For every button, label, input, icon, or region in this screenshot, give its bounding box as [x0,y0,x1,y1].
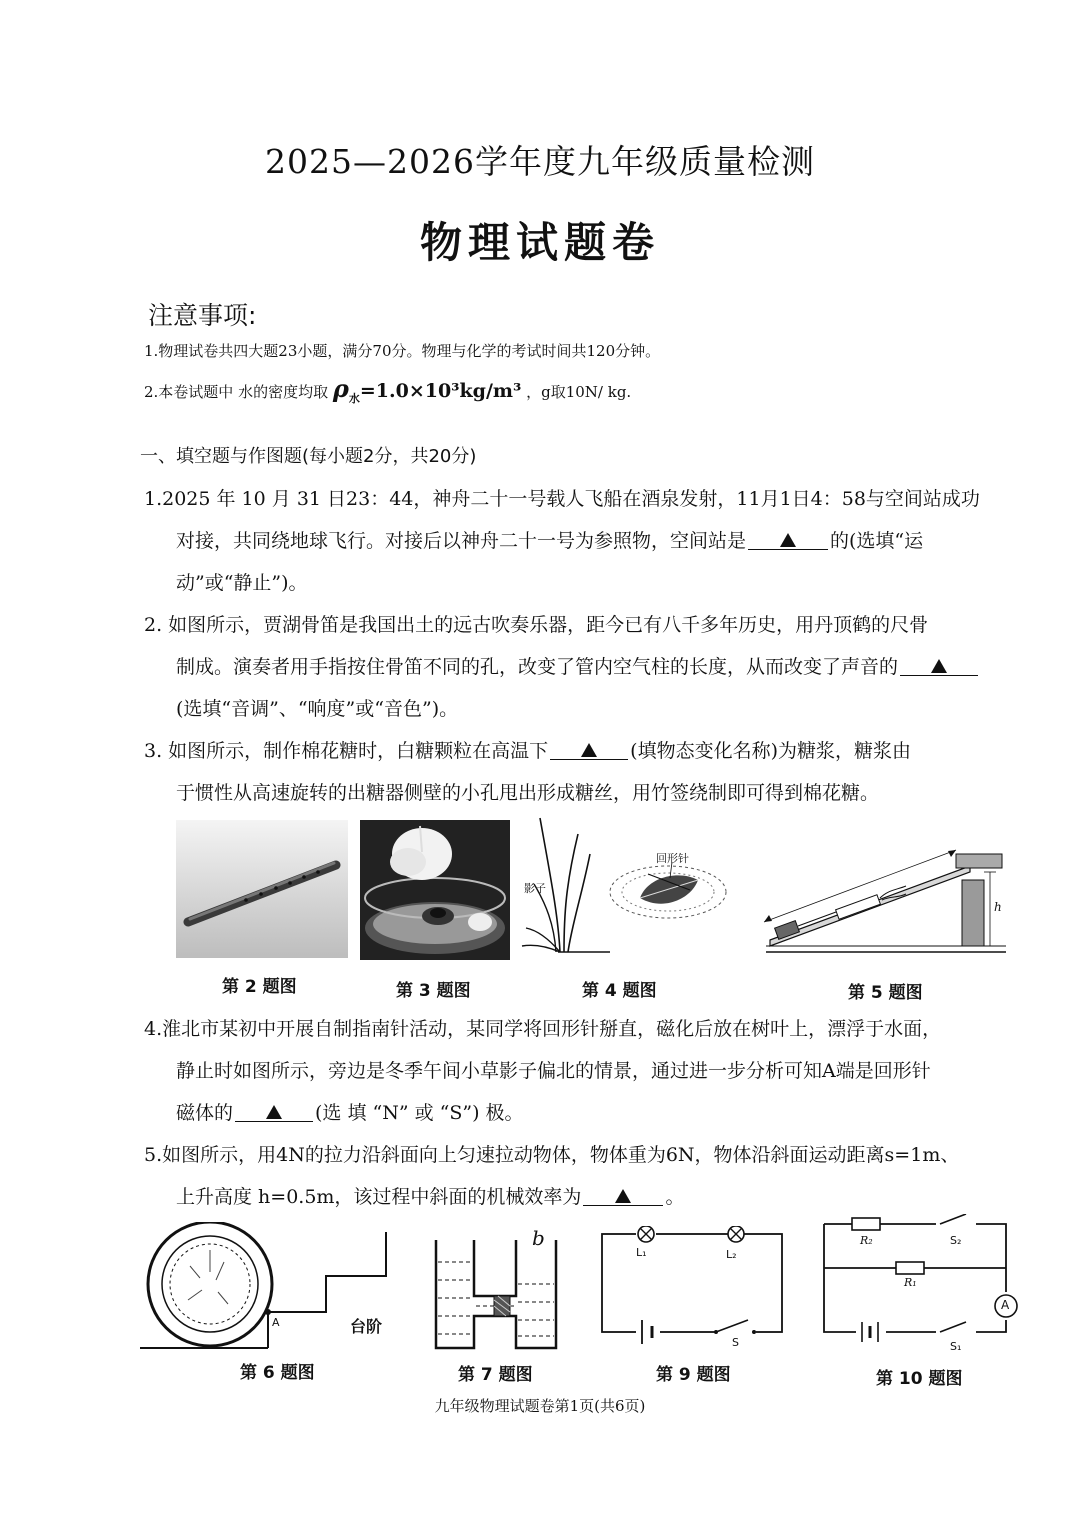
fig5-label-h: h [994,900,1002,914]
figure-2-caption: 第 2 题图 [222,977,297,997]
q2-line-3: (选填“音调”、“响度”或“音色”)。 [176,698,459,720]
q4-line-3 [176,1098,524,1125]
triangle-icon [581,743,597,757]
q3-line-2: 于惯性从高速旋转的出糖器侧壁的小孔甩出形成糖丝，用竹签绕制即可得到棉花糖。 [176,782,880,804]
notice-item-2-prefix: 2.本卷试题中 水的密度均取 [144,383,329,401]
q3-text-after: (填物态变化名称)为糖浆，糖浆由 [630,740,911,762]
triangle-icon [780,533,796,547]
q4-line-2: 静止时如图所示，旁边是冬季午间小草影子偏北的情景，通过进一步分析可知A端是回形针 [176,1060,931,1082]
figure-6-caption: 第 6 题图 [240,1363,315,1383]
notice-item-2 [144,374,631,406]
triangle-icon [266,1105,282,1119]
notice-item-2-suffix: ，g取10N/ kg. [526,383,632,401]
fig9-label-l1: L₁ [636,1246,647,1259]
q4-text: 磁体的 [176,1102,234,1124]
fig10-label-s2: S₂ [950,1234,962,1247]
q5-line-1: 5.如图所示，用4N的拉力沿斜面向上匀速拉动物体，物体重为6N，物体沿斜面运动距离s=1m、 [144,1144,960,1166]
triangle-icon [615,1189,631,1203]
fig6-label-a: A [272,1316,280,1329]
figure-9-caption: 第 9 题图 [656,1365,731,1385]
fig10-label-r1: R₁ [904,1276,917,1289]
figure-7-connected-vessels [432,1232,562,1354]
q1-line-1: 1.2025 年 10 月 31 日23：44，神舟二十一号载人飞船在酒泉发射，11月1日4：58与空间站成功 [144,488,980,510]
triangle-icon [931,659,947,673]
figure-5-inclined-plane [756,840,1012,964]
q5-answer-blank[interactable] [583,1189,663,1206]
rho-symbol: ρ [332,374,349,403]
q5-line-2 [176,1182,684,1209]
notice-item-1: 1.物理试卷共四大题23小题，满分70分。物理与化学的考试时间共120分钟。 [144,342,661,360]
q1-line-2 [176,526,923,553]
figure-5-caption: 第 5 题图 [848,983,923,1003]
q1-answer-blank[interactable] [748,533,828,550]
figure-4-grass-and-leaf [520,814,750,960]
fig9-label-l2: L₂ [726,1248,737,1261]
q2-answer-blank[interactable] [900,659,978,676]
fig4-label-shadow: 影子 [524,882,546,895]
figure-10-caption: 第 10 题图 [876,1369,963,1389]
exam-title: 2025—2026学年度九年级质量检测 [265,142,815,181]
q4-line-1: 4.淮北市某初中开展自制指南针活动，某同学将回形针掰直，磁化后放在树叶上，漂浮于水面， [144,1018,942,1040]
notice-heading: 注意事项: [148,301,257,330]
q4-answer-blank[interactable] [235,1105,313,1122]
fig10-ammeter-label: A [1001,1298,1010,1312]
figure-3-caption: 第 3 题图 [396,981,471,1001]
density-value: =1.0×10³kg/m³ [359,380,522,402]
figure-3-cotton-candy [360,820,510,960]
fig10-label-r2: R₂ [860,1234,873,1247]
q1-text: 对接，共同绕地球飞行。对接后以神舟二十一号为参照物，空间站是 [176,530,747,552]
figure-2-bone-flute [176,820,348,958]
figure-10-circuit [816,1214,1026,1348]
page-footer: 九年级物理试题卷第1页(共6页) [434,1397,646,1415]
q3-answer-blank[interactable] [550,743,628,760]
q2-line-1: 2. 如图所示，贾湖骨笛是我国出土的远古吹奏乐器，距今已有八千多年历史，用丹顶鹤的尺骨 [144,614,929,636]
q3-text: 3. 如图所示，制作棉花糖时，白糖颗粒在高温下 [144,740,549,762]
fig7-label-b: b [532,1226,545,1250]
q2-text: 制成。演奏者用手指按住骨笛不同的孔，改变了管内空气柱的长度，从而改变了声音的 [176,656,899,678]
q5-text-after: 。 [665,1186,685,1208]
fig4-label-paperclip: 回形针 [656,852,689,865]
fig10-label-s1: S₁ [950,1340,962,1353]
figure-4-caption: 第 4 题图 [582,981,657,1001]
density-formula [332,374,522,405]
section-1-heading: 一、填空题与作图题(每小题2分，共20分) [140,446,477,467]
q2-line-2 [176,652,980,679]
figure-7-caption: 第 7 题图 [458,1365,533,1385]
figure-9-circuit [596,1226,790,1350]
q1-line-3: 动”或“静止”)。 [176,572,308,594]
q3-line-1 [144,736,911,763]
paper-title: 物理试题卷 [419,218,660,267]
fig6-label-step: 台阶 [350,1317,383,1336]
q5-text: 上升高度 h=0.5m，该过程中斜面的机械效率为 [176,1186,582,1208]
q1-text-after: 的(选填“运 [830,530,924,552]
rho-subscript: 水 [348,391,360,405]
fig9-label-s: S [732,1336,739,1349]
q4-text-after: (选 填 “N” 或 “S”) 极。 [315,1102,524,1124]
